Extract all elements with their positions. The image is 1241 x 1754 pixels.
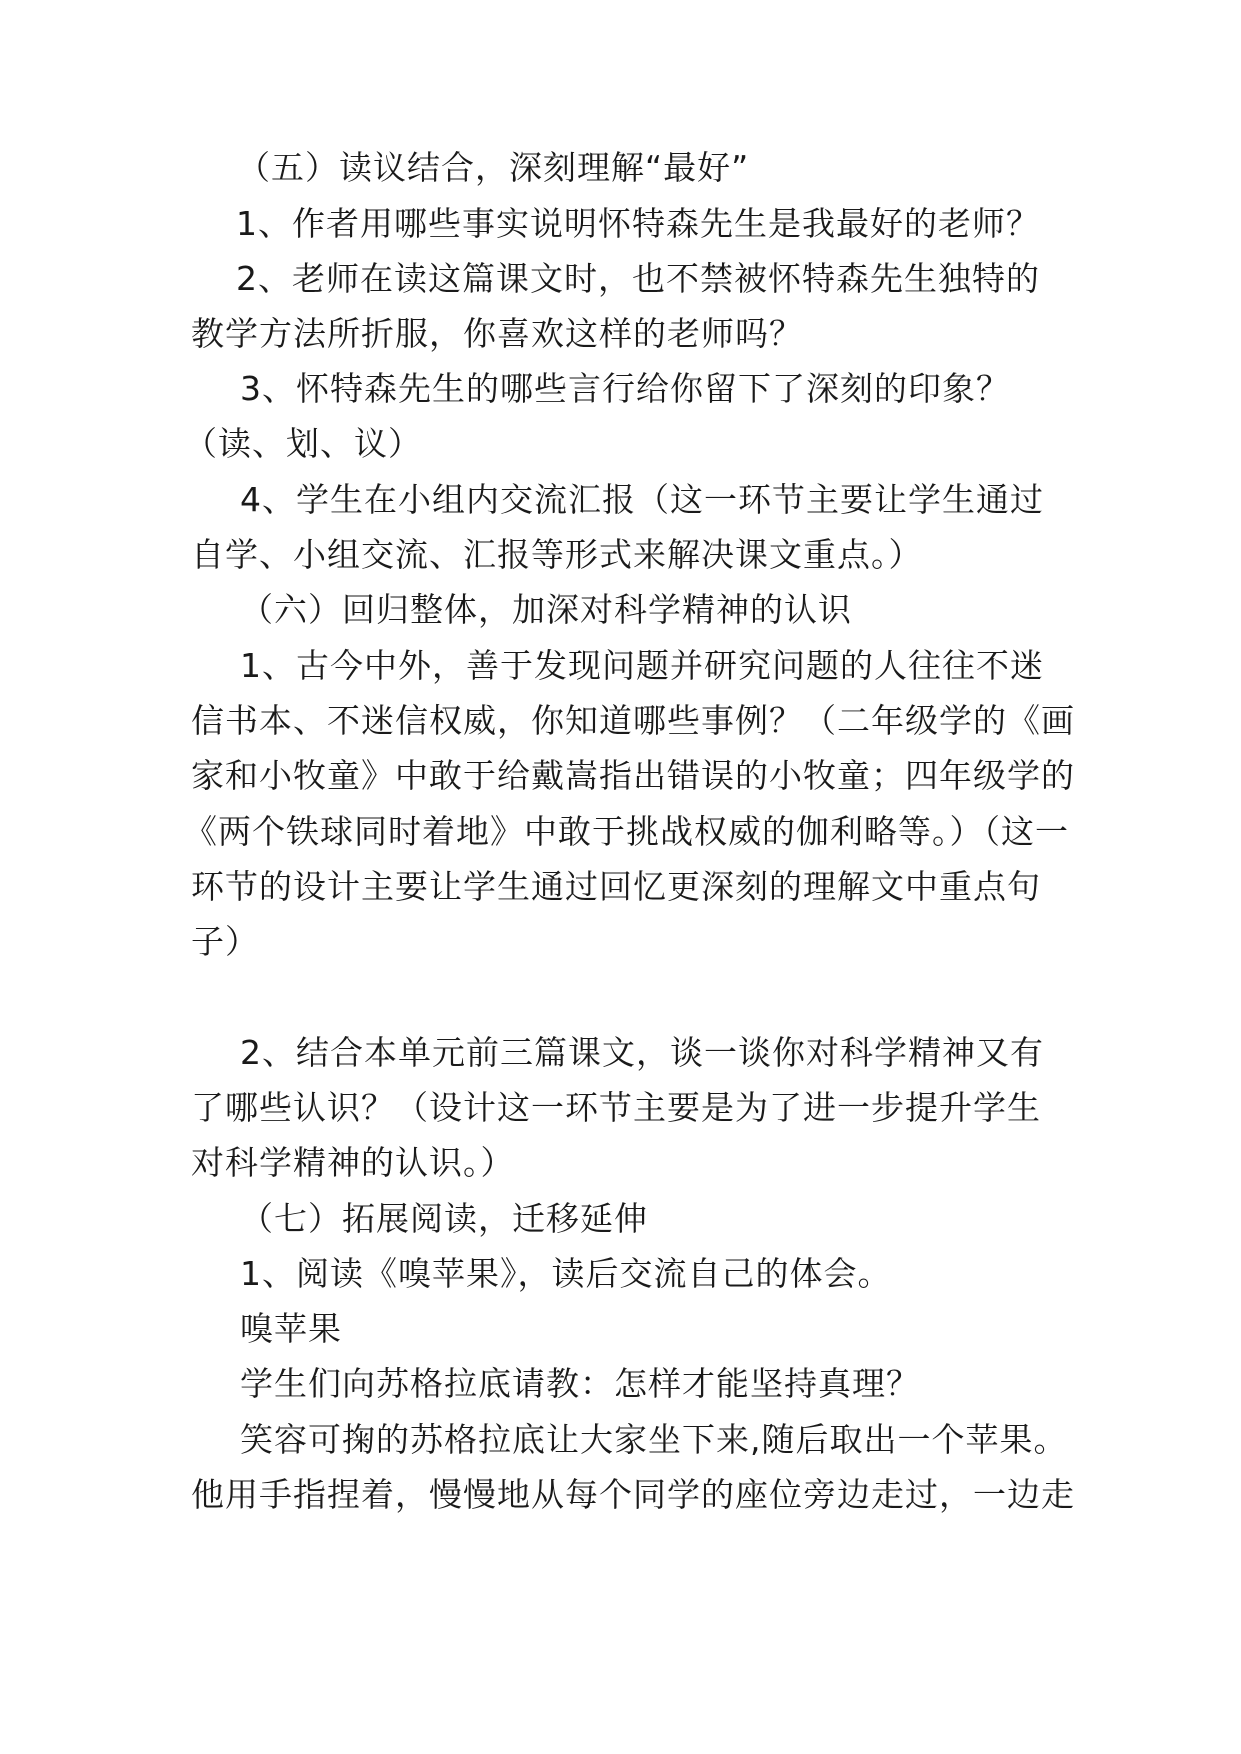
paragraph-line: 4、学生在小组内交流汇报（这一环节主要让学生通过 [240, 480, 1044, 519]
paragraph-line: 《两个铁球同时着地》中敢于挑战权威的伽利略等。）（这一 [184, 812, 1069, 851]
paragraph-line: 1、阅读《嗅苹果》，读后交流自己的体会。 [240, 1254, 892, 1293]
section-heading-5: （五）读议结合，深刻理解“最好” [237, 148, 750, 187]
paragraph-line: 了哪些认识？（设计这一环节主要是为了进一步提升学生 [191, 1088, 1041, 1127]
paragraph-line: （读、划、议） [184, 424, 422, 463]
paragraph-line: 信书本、不迷信权威，你知道哪些事例？（二年级学的《画 [191, 701, 1075, 740]
paragraph-line: 2、老师在读这篇课文时，也不禁被怀特森先生独特的 [236, 259, 1040, 298]
section-heading-7: （七）拓展阅读，迁移延伸 [240, 1199, 648, 1238]
paragraph-line: 家和小牧童》中敢于给戴嵩指出错误的小牧童；四年级学的 [191, 756, 1075, 795]
paragraph-line: 1、作者用哪些事实说明怀特森先生是我最好的老师？ [236, 204, 1040, 243]
paragraph-line: 子） [191, 922, 259, 961]
article-title: 嗅苹果 [240, 1309, 342, 1348]
paragraph-line: 3、怀特森先生的哪些言行给你留下了深刻的印象？ [240, 369, 1010, 408]
paragraph-line: 1、古今中外，善于发现问题并研究问题的人往往不迷 [240, 646, 1044, 685]
paragraph-line: 笑容可掬的苏格拉底让大家坐下来,随后取出一个苹果。 [240, 1420, 1068, 1459]
paragraph-line: 对科学精神的认识。） [191, 1143, 515, 1182]
paragraph-line: 教学方法所折服，你喜欢这样的老师吗？ [191, 314, 803, 353]
paragraph-line: 环节的设计主要让学生通过回忆更深刻的理解文中重点句 [191, 867, 1041, 906]
paragraph-line: 2、结合本单元前三篇课文，谈一谈你对科学精神又有 [240, 1033, 1044, 1072]
paragraph-line: 自学、小组交流、汇报等形式来解决课文重点。） [191, 535, 923, 574]
paragraph-line: 学生们向苏格拉底请教：怎样才能坚持真理？ [240, 1364, 920, 1403]
paragraph-line: 他用手指捏着，慢慢地从每个同学的座位旁边走过，一边走 [191, 1475, 1075, 1514]
section-heading-6: （六）回归整体，加深对科学精神的认识 [240, 590, 852, 629]
